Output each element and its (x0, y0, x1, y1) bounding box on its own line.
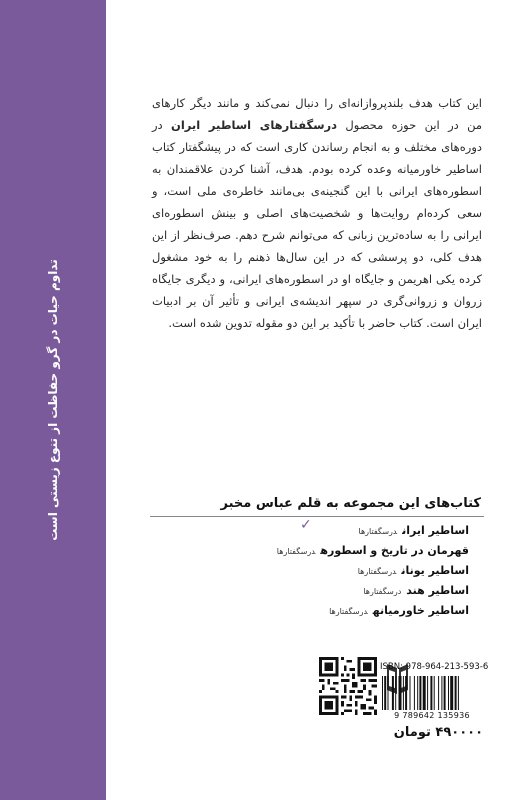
book-item (229, 559, 469, 579)
barcode (380, 676, 484, 710)
book-item (229, 539, 469, 559)
spine (0, 0, 106, 800)
price: ۴۹۰۰۰۰ تومان (393, 725, 483, 740)
description-bold: درسگفتارهای اساطیر ایران (171, 118, 338, 132)
book-item (229, 579, 469, 599)
books-divider (150, 516, 484, 517)
book-title: اساطیر خاورمیانه (372, 604, 469, 617)
spine-text: تداوم حیات در گرو حفاظت از تنوع زیستی است (46, 259, 60, 541)
book-series: درسگفتارها (276, 547, 316, 556)
book-series: درسگفتارها (363, 587, 402, 596)
checkmark-icon: ✓ (300, 517, 312, 533)
books-title: کتاب‌های این مجموعه به قلم عباس مخبر (220, 496, 481, 511)
description (152, 92, 482, 334)
book-item (229, 599, 469, 619)
isbn-label: ISBN: 978-964-213-593-6 (380, 662, 489, 672)
book-list (229, 519, 469, 619)
book-title: قهرمان در تاریخ و اسطوره (320, 544, 469, 557)
book-title: اساطیر هند (406, 584, 469, 597)
book-series: درسگفتارها (358, 527, 398, 536)
book-series: درسگفتارها (329, 607, 368, 616)
description-part-2: در دوره‌های مختلف و به انجام رساندن کاری است که در پیشگفتار کتاب اساطیر خاورمیانه وعده کرده بودم. هدف، آشنا کردن علاقمندان به اسطوره‌های ایرانی با این گنجینه‌ی بی‌مانند خاطره‌ی ملی است، و سعی کرده‌ام روایت‌ها و شخصیت‌های اصلی و بینش اسطوره‌ای ایرانی را به ساده‌ترین زبانی که می‌توانم شرح دهم. صرف‌نظر از این هدف کلی، دو پرسشی که در این سال‌ها ذهنم را به خود مشغول کرده یکی اهریمن و جایگاه او در اسطوره‌های ایرانی، و دیگری جایگاه زروان و زروانی‌گری در سپهر اندیشه‌ی ایرانی و تأثیر آن بر ادبیات ایران است. کتاب حاضر با تأکید بر این دو مقوله تدوین شده است. (152, 118, 482, 330)
barcode-number: 9 789642 135936 (394, 711, 470, 720)
book-title: اساطیر یونان (401, 564, 469, 577)
book-series: درسگفتارها (357, 567, 397, 576)
book-title: اساطیر ایران (402, 524, 469, 537)
book-item (229, 519, 469, 539)
description-part-1: این کتاب هدف بلندپروازانه‌ای را دنبال نمی‌کند و مانند دیگر کارهای من در این حوزه محصول (152, 96, 482, 132)
qr-code-icon (319, 657, 377, 715)
